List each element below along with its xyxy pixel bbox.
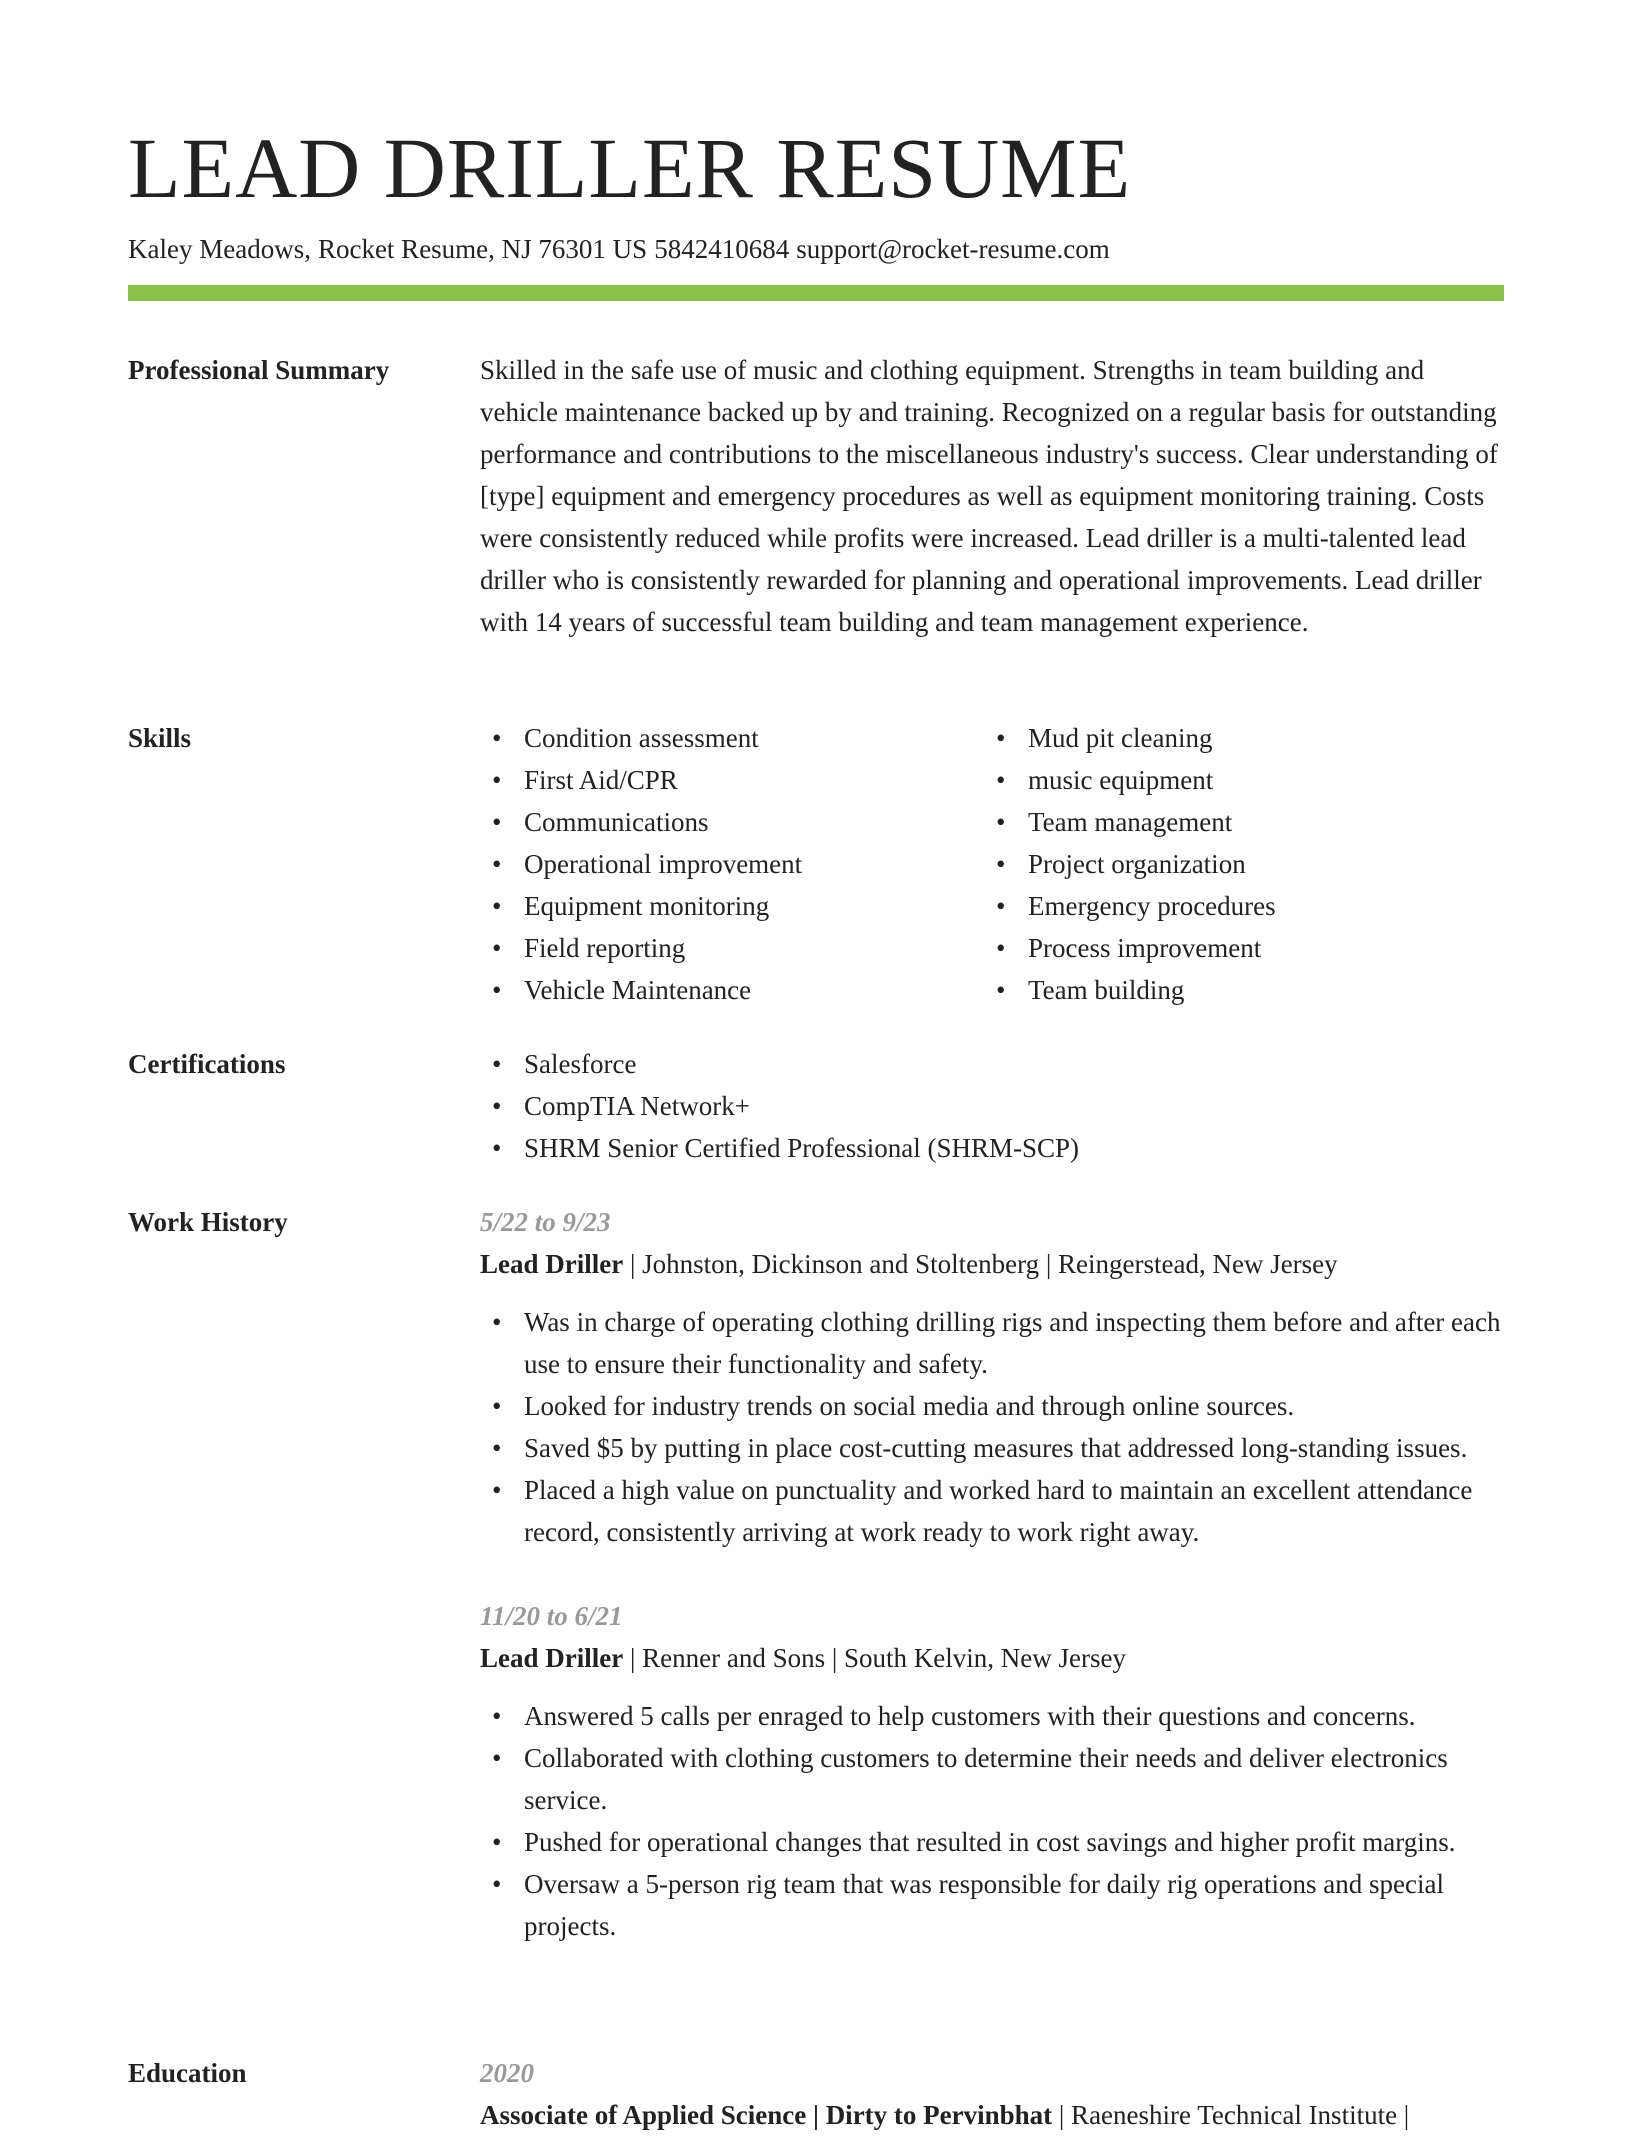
education-school: | Raeneshire Technical Institute | — [1052, 2100, 1410, 2130]
skill-item: • Emergency procedures — [984, 885, 1488, 927]
certification-item: • SHRM Senior Certified Professional (SHRM-SCP) — [480, 1127, 1504, 1169]
skill-item: • Field reporting — [480, 927, 984, 969]
contact-line — [128, 230, 1110, 268]
job-bullets — [480, 1301, 1504, 1553]
job-bullet: • Was in charge of operating clothing drilling rigs and inspecting them before and after each use to ensure their functionality and safety. — [480, 1301, 1504, 1385]
job-bullet: • Placed a high value on punctuality and worked hard to maintain an excellent attendance record, consistently arriving at work ready to work right away. — [480, 1469, 1504, 1553]
job-details: | Johnston, Dickinson and Stoltenberg | Reingerstead, New Jersey — [623, 1249, 1338, 1279]
resume-title: LEAD DRILLER RESUME — [128, 120, 1132, 216]
skill-item: • Communications — [480, 801, 984, 843]
job-bullet: • Looked for industry trends on social media and through online sources. — [480, 1385, 1504, 1427]
skills-heading: Skills — [128, 723, 192, 753]
job-dates: 11/20 to 6/21 — [480, 1601, 623, 1631]
skill-item: • Vehicle Maintenance — [480, 969, 984, 1011]
skill-item: • music equipment — [984, 759, 1488, 801]
job-bullet: • Collaborated with clothing customers to determine their needs and deliver electronics service. — [480, 1737, 1504, 1821]
job-heading — [480, 1637, 1504, 1679]
summary-heading: Professional Summary — [128, 355, 390, 385]
education-year: 2020 — [480, 2058, 534, 2088]
education-heading-line: Associate of Applied Science | Dirty to Pervinbhat | Raeneshire Technical Institute | — [480, 2100, 1410, 2130]
education-degree: Associate of Applied Science — [480, 2100, 807, 2130]
job-entry — [480, 1595, 1504, 1947]
job-bullet: • Pushed for operational changes that resulted in cost savings and higher profit margins. — [480, 1821, 1504, 1863]
skill-item: • Process improvement — [984, 927, 1488, 969]
header-divider — [128, 285, 1504, 301]
job-title: Lead Driller — [480, 1643, 624, 1673]
certifications-heading: Certifications — [128, 1049, 286, 1079]
education-list — [480, 2052, 1504, 2136]
skill-item: • First Aid/CPR — [480, 759, 984, 801]
contact-phone: 5842410684 — [654, 234, 790, 264]
skill-item: • Team management — [984, 801, 1488, 843]
skill-item: • Team building — [984, 969, 1488, 1011]
certifications-list — [480, 1043, 1504, 1169]
job-bullet: • Oversaw a 5-person rig team that was responsible for daily rig operations and special projects. — [480, 1863, 1504, 1947]
work-history-list — [480, 1201, 1504, 1947]
work-history-heading: Work History — [128, 1207, 288, 1237]
skill-item: • Mud pit cleaning — [984, 717, 1488, 759]
job-dates: 5/22 to 9/23 — [480, 1207, 611, 1237]
skill-item: • Condition assessment — [480, 717, 984, 759]
skill-item: • Operational improvement — [480, 843, 984, 885]
skills-column-right — [984, 717, 1488, 1011]
job-entry — [480, 1201, 1504, 1553]
job-heading — [480, 1243, 1504, 1285]
skill-item: • Equipment monitoring — [480, 885, 984, 927]
education-heading: Education — [128, 2058, 247, 2088]
summary-text: Skilled in the safe use of music and clothing equipment. Strengths in team building and vehicle maintenance backed up by and training. Recognized on a regular basis for outstanding performance and contributions to the miscellaneous industry's success. Clear understanding of [type] equipment and emergency procedures as well as equipment monitoring training. Costs were consistently reduced while profits were increased. Lead driller is a multi-talented lead driller who is consistently rewarded for planning and operational improvements. Lead driller with 14 years of successful team building and team management experience. — [480, 355, 1498, 637]
job-details: | Renner and Sons | South Kelvin, New Jersey — [623, 1643, 1126, 1673]
contact-name: Kaley Meadows, — [128, 234, 311, 264]
skill-item: • Project organization — [984, 843, 1488, 885]
job-bullet: • Answered 5 calls per enraged to help customers with their questions and concerns. — [480, 1695, 1504, 1737]
education-field: Dirty to Pervinbhat — [825, 2100, 1053, 2130]
job-bullet: • Saved $5 by putting in place cost-cutting measures that addressed long-standing issues. — [480, 1427, 1504, 1469]
certification-item: • CompTIA Network+ — [480, 1085, 1504, 1127]
contact-email[interactable]: support@rocket-resume.com — [796, 234, 1110, 264]
certification-item: • Salesforce — [480, 1043, 1504, 1085]
skills-list — [480, 717, 1504, 1011]
contact-location: Rocket Resume, NJ 76301 US — [317, 234, 648, 264]
skills-column-left — [480, 717, 984, 1011]
job-title: Lead Driller — [480, 1249, 624, 1279]
job-bullets — [480, 1695, 1504, 1947]
